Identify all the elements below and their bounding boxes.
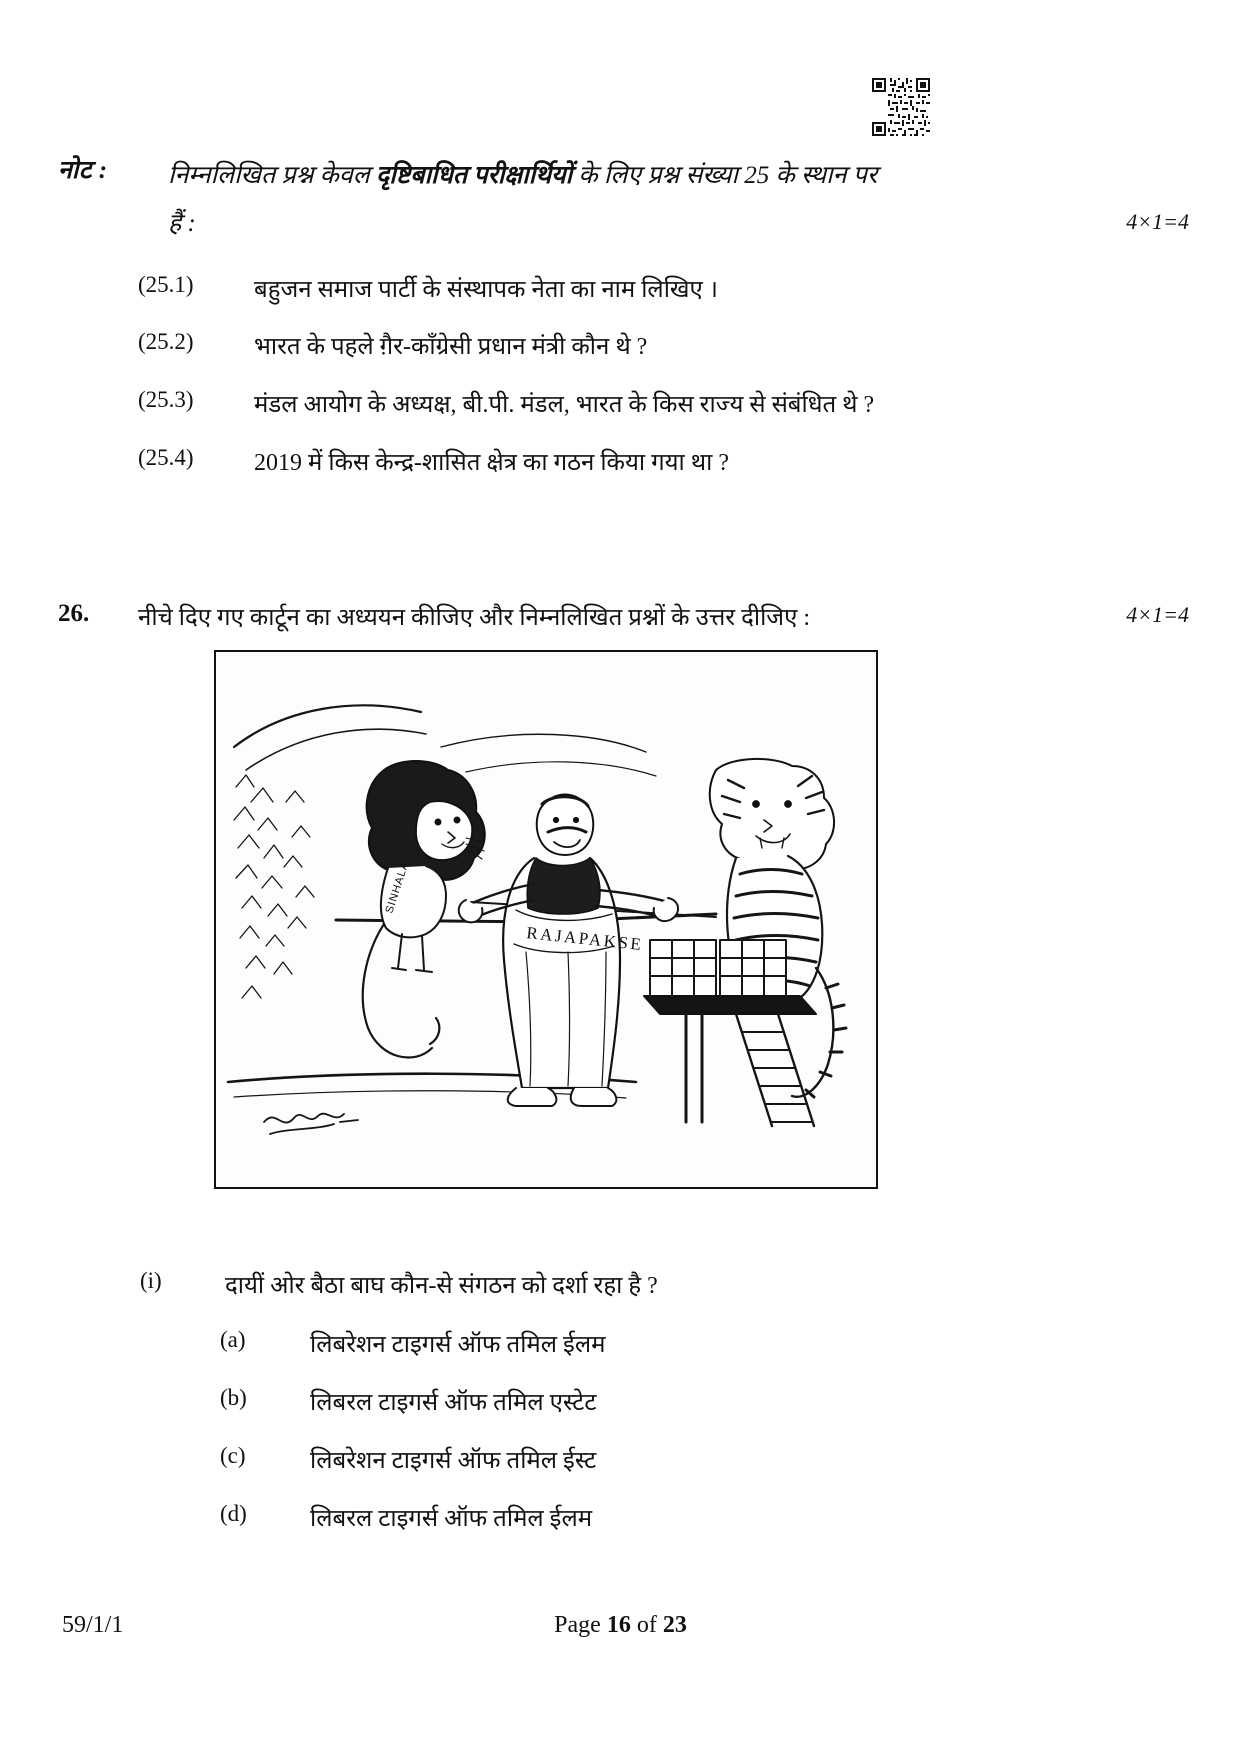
sub-question-text: भारत के पहले ग़ैर-काँग्रेसी प्रधान मंत्री कौन थे ? — [254, 334, 648, 360]
svg-text:SINHALA: SINHALA — [383, 859, 412, 915]
note-text-emphasis: दृष्टिबाधित परीक्षार्थियों — [375, 162, 573, 189]
paper-code: 59/1/1 — [62, 1612, 124, 1638]
sub-question-text: बहुजन समाज पार्टी के संस्थापक नेता का नाम लिखिए । — [254, 277, 718, 303]
svg-text:RAJAPAKSE: RAJAPAKSE — [525, 923, 645, 955]
mcq-roman-number: (i) — [140, 1268, 162, 1293]
note-label: नोट : — [58, 157, 108, 184]
note-text-part2: के लिए प्रश्न संख्या 25 के स्थान पर — [572, 162, 878, 189]
page-total: 23 — [662, 1612, 687, 1638]
note-text-line2: हैं : — [168, 209, 196, 237]
sub-question-number: (25.1) — [138, 272, 194, 297]
page-joiner: of — [636, 1612, 657, 1638]
note-text — [168, 152, 1058, 247]
sub-question-number: (25.2) — [138, 329, 194, 354]
question-text: नीचे दिए गए कार्टून का अध्ययन कीजिए और निम्नलिखित प्रश्नों के उत्तर दीजिए : — [138, 605, 811, 631]
option-label: (a) — [220, 1327, 246, 1352]
cartoon-figure — [214, 650, 878, 1189]
note-text-part1: निम्नलिखित प्रश्न केवल — [168, 162, 376, 189]
question-number: 26. — [58, 600, 90, 627]
page-label: Page — [554, 1612, 601, 1638]
question-marks: 4×1=4 — [1126, 602, 1189, 627]
option-label: (d) — [220, 1501, 247, 1526]
note-marks: 4×1=4 — [1126, 209, 1189, 234]
option-text: लिबरल टाइगर्स ऑफ तमिल एस्टेट — [310, 1390, 597, 1416]
option-label: (b) — [220, 1385, 247, 1410]
sub-question-text: मंडल आयोग के अध्यक्ष, बी.पी. मंडल, भारत के किस राज्य से संबंधित थे ? — [254, 392, 875, 418]
option-label: (c) — [220, 1443, 246, 1468]
qr-code-icon — [872, 78, 930, 136]
mcq-stem-text: दायीं ओर बैठा बाघ कौन-से संगठन को दर्शा रहा है ? — [225, 1273, 658, 1299]
sub-question-text: 2019 में किस केन्द्र-शासित क्षेत्र का गठन किया गया था ? — [254, 450, 729, 476]
sub-question-number: (25.4) — [138, 445, 194, 470]
option-text: लिबरेशन टाइगर्स ऑफ तमिल ईस्ट — [310, 1448, 597, 1474]
page-number: 16 — [606, 1612, 631, 1638]
option-text: लिबरेशन टाइगर्स ऑफ तमिल ईलम — [310, 1332, 606, 1358]
sub-question-number: (25.3) — [138, 387, 194, 412]
page-indicator — [0, 1612, 1241, 1639]
option-text: लिबरल टाइगर्स ऑफ तमिल ईलम — [310, 1506, 593, 1532]
